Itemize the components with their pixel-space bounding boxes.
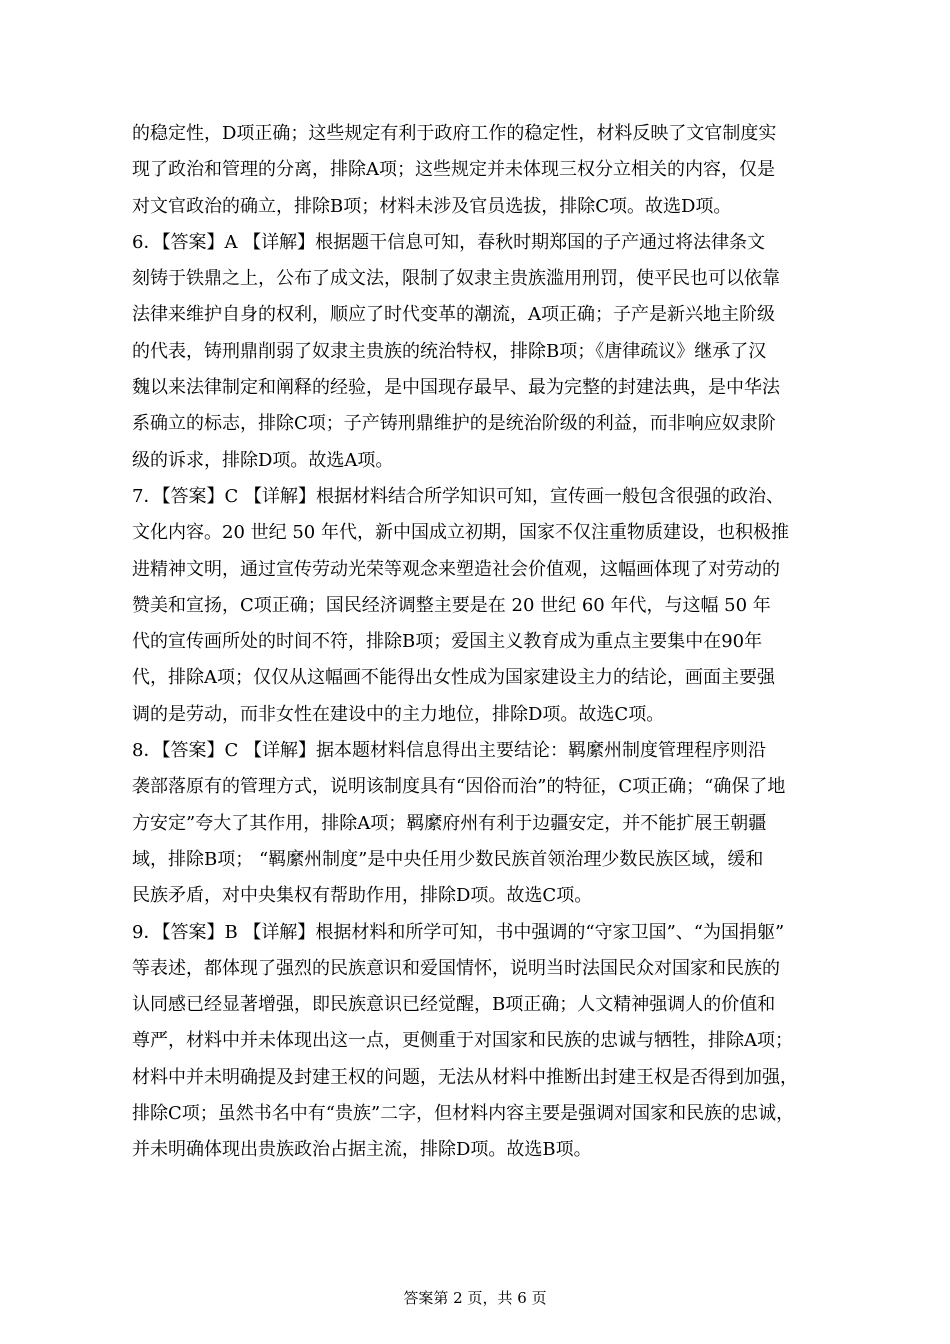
text-line: 排除C项；虽然书名中有“贵族”二字，但材料内容主要是强调对国家和民族的忠诚， xyxy=(132,1103,795,1125)
text-line: 民族矛盾，对中央集权有帮助作用，排除D项。故选C项。 xyxy=(132,885,593,907)
text-line: 尊严，材料中并未体现出这一点，更侧重于对国家和民族的忠诚与牺牲，排除A项； xyxy=(132,1030,793,1052)
text-line: 系确立的标志，排除C项；子产铸刑鼎维护的是统治阶级的利益，而非响应奴隶阶 xyxy=(132,413,776,435)
text-line: 代，排除A项；仅仅从这幅画不能得出女性成为国家建设主力的结论，画面主要强 xyxy=(132,667,775,689)
text-line: 袭部落原有的管理方式，说明该制度具有“因俗而治”的特征，C项正确；“确保了地 xyxy=(132,776,786,798)
text-line: 方安定”夸大了其作用，排除A项；羁縻府州有利于边疆安定，并不能扩展王朝疆 xyxy=(132,812,767,834)
text-line: 赞美和宣扬，C项正确；国民经济调整主要是在 20 世纪 60 年代，与这幅 50 年 xyxy=(132,594,771,616)
answer-9-line: 9．【答案】B 【详解】根据材料和所学可知，书中强调的“守家卫国”、“为国捐躯” xyxy=(132,921,785,943)
text-line: 等表述，都体现了强烈的民族意识和爱国情怀，说明当时法国民众对国家和民族的 xyxy=(132,957,780,979)
answer-8-line: 8．【答案】C 【详解】据本题材料信息得出主要结论：羁縻州制度管理程序则沿 xyxy=(132,740,766,762)
text-line: 法律来维护自身的权利，顺应了时代变革的潮流，A项正确；子产是新兴地主阶级 xyxy=(132,304,775,326)
answer-text-block xyxy=(132,116,822,1169)
text-line: 文化内容。20 世纪 50 年代，新中国成立初期，国家不仅注重物质建设，也积极推 xyxy=(132,522,789,544)
text-line: 魏以来法律制定和阐释的经验，是中国现存最早、最为完整的封建法典，是中华法 xyxy=(132,377,780,399)
text-line: 材料中并未明确提及封建王权的问题，无法从材料中推断出封建王权是否得到加强， xyxy=(132,1066,798,1088)
answer-7-line: 7．【答案】C 【详解】根据材料结合所学知识可知，宣传画一般包含很强的政治、 xyxy=(132,485,784,507)
text-line: 刻铸于铁鼎之上，公布了成文法，限制了奴隶主贵族滥用刑罚，使平民也可以依靠 xyxy=(132,268,780,290)
text-line: 对文官政治的确立，排除B项；材料未涉及官员选拔，排除C项。故选D项。 xyxy=(132,195,732,217)
text-line: 并未明确体现出贵族政治占据主流，排除D项。故选B项。 xyxy=(132,1139,592,1161)
text-line: 代的宣传画所处的时间不符，排除B项；爱国主义教育成为重点主要集中在90年 xyxy=(132,631,763,653)
text-line: 的稳定性，D项正确；这些规定有利于政府工作的稳定性，材料反映了文官制度实 xyxy=(132,123,777,144)
text-line: 现了政治和管理的分离，排除A项；这些规定并未体现三权分立相关的内容，仅是 xyxy=(132,159,775,181)
text-line: 的代表，铸刑鼎削弱了奴隶主贵族的统治特权，排除B项；《唐律疏议》继承了汉 xyxy=(132,340,767,362)
text-line: 调的是劳动，而非女性在建设中的主力地位，排除D项。故选C项。 xyxy=(132,703,665,725)
text-line: 级的诉求，排除D项。故选A项。 xyxy=(132,449,394,471)
text-line: 进精神文明，通过宣传劳动光荣等观念来塑造社会价值观，这幅画体现了对劳动的 xyxy=(132,558,780,580)
text-line: 域，排除B项； “羁縻州制度”是中央任用少数民族首领治理少数民族区域，缓和 xyxy=(132,848,764,870)
page-footer: 答案第 2 页，共 6 页 xyxy=(403,1289,547,1307)
answer-6-line: 6．【答案】A 【详解】根据题干信息可知，春秋时期郑国的子产通过将法律条文 xyxy=(132,231,766,253)
text-line: 认同感已经显著增强，即民族意识已经觉醒，B项正确；人文精神强调人的价值和 xyxy=(132,994,776,1016)
